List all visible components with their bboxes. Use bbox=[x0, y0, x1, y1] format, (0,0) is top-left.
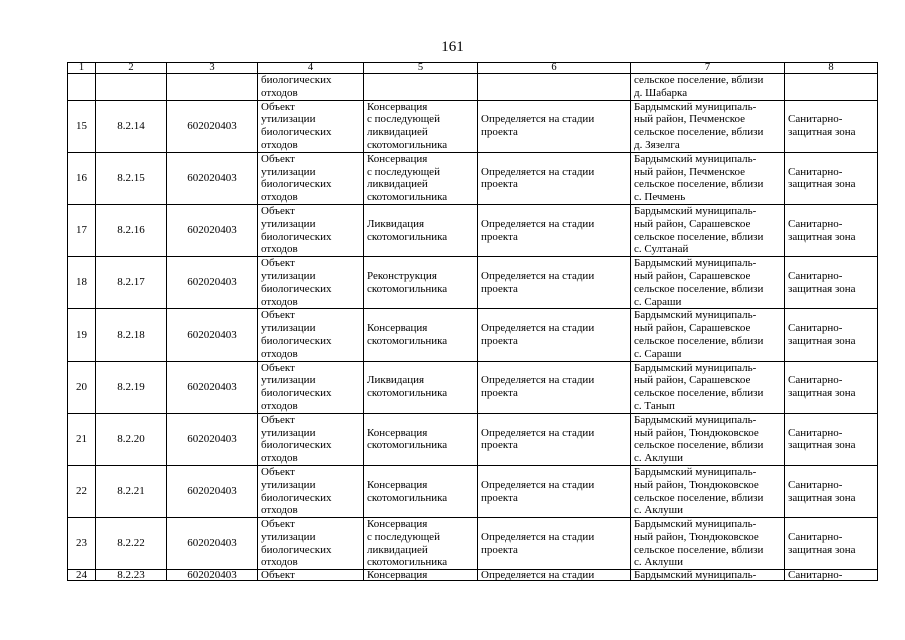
cell-zone: Санитарно- защитная зона bbox=[785, 204, 878, 256]
cell-param: Определяется на стадии проекта bbox=[478, 204, 631, 256]
cell-zone bbox=[785, 74, 878, 101]
cell-id: 602020403 bbox=[167, 257, 258, 309]
cell-id: 602020403 bbox=[167, 518, 258, 570]
cell-object: Объект утилизации биологических отходов bbox=[258, 413, 364, 465]
cell-id: 602020403 bbox=[167, 465, 258, 517]
cell-id: 602020403 bbox=[167, 204, 258, 256]
cell-object: Объект утилизации биологических отходов bbox=[258, 100, 364, 152]
cell-object: Объект утилизации биологических отходов bbox=[258, 204, 364, 256]
cell-location: Бардымский муниципаль- ный район, Сарашевское сельское поселение, вблизи с. Сараши bbox=[631, 309, 785, 361]
cell-id: 602020403 bbox=[167, 152, 258, 204]
page-number: 161 bbox=[441, 39, 464, 55]
cell-no bbox=[68, 74, 96, 101]
cell-param: Определяется на стадии проекта bbox=[478, 152, 631, 204]
header-cell: 3 bbox=[167, 63, 258, 74]
cell-id: 602020403 bbox=[167, 361, 258, 413]
cell-object: Объект утилизации биологических отходов bbox=[258, 152, 364, 204]
cell-zone: Санитарно- защитная зона bbox=[785, 465, 878, 517]
cell-no: 23 bbox=[68, 518, 96, 570]
cell-param bbox=[478, 74, 631, 101]
table-row bbox=[68, 518, 878, 570]
header-row bbox=[68, 63, 878, 74]
header-cell: 6 bbox=[478, 63, 631, 74]
cell-zone: Санитарно- защитная зона bbox=[785, 257, 878, 309]
cell-zone: Санитарно- защитная зона bbox=[785, 361, 878, 413]
cell-id: 602020403 bbox=[167, 413, 258, 465]
cell-location: сельское поселение, вблизи д. Шабарка bbox=[631, 74, 785, 101]
table-row bbox=[68, 204, 878, 256]
cell-id: 602020403 bbox=[167, 570, 258, 581]
cell-code: 8.2.15 bbox=[96, 152, 167, 204]
cell-action: Консервация скотомогильника bbox=[364, 465, 478, 517]
header-cell: 8 bbox=[785, 63, 878, 74]
cell-zone: Санитарно- защитная зона bbox=[785, 152, 878, 204]
cell-no: 24 bbox=[68, 570, 96, 581]
cell-location: Бардымский муниципаль- ный район, Печменское сельское поселение, вблизи с. Печмень bbox=[631, 152, 785, 204]
cell-no: 16 bbox=[68, 152, 96, 204]
cell-object: Объект утилизации биологических отходов bbox=[258, 257, 364, 309]
header-cell: 7 bbox=[631, 63, 785, 74]
cell-no: 22 bbox=[68, 465, 96, 517]
cell-location: Бардымский муниципаль- ный район, Тюндюковское сельское поселение, вблизи с. Аклуши bbox=[631, 518, 785, 570]
cell-param: Определяется на стадии проекта bbox=[478, 361, 631, 413]
cell-action: Ликвидация скотомогильника bbox=[364, 204, 478, 256]
cell-action: Реконструкция скотомогильника bbox=[364, 257, 478, 309]
cell-action: Консервация скотомогильника bbox=[364, 309, 478, 361]
cell-no: 20 bbox=[68, 361, 96, 413]
cell-zone: Санитарно- защитная зона bbox=[785, 100, 878, 152]
cell-location: Бардымский муниципаль- bbox=[631, 570, 785, 581]
cell-param: Определяется на стадии проекта bbox=[478, 100, 631, 152]
cell-object: биологических отходов bbox=[258, 74, 364, 101]
cell-param: Определяется на стадии проекта bbox=[478, 413, 631, 465]
cell-action: Консервация bbox=[364, 570, 478, 581]
cell-action: Консервация скотомогильника bbox=[364, 413, 478, 465]
cell-no: 19 bbox=[68, 309, 96, 361]
cell-zone: Санитарно- bbox=[785, 570, 878, 581]
register-table bbox=[67, 62, 878, 581]
cell-code: 8.2.18 bbox=[96, 309, 167, 361]
cell-no: 21 bbox=[68, 413, 96, 465]
cell-location: Бардымский муниципаль- ный район, Сарашевское сельское поселение, вблизи с. Танып bbox=[631, 361, 785, 413]
table-row bbox=[68, 257, 878, 309]
table-row bbox=[68, 465, 878, 517]
cell-no: 15 bbox=[68, 100, 96, 152]
cell-code: 8.2.17 bbox=[96, 257, 167, 309]
cell-no: 18 bbox=[68, 257, 96, 309]
cell-id bbox=[167, 74, 258, 101]
cell-object: Объект утилизации биологических отходов bbox=[258, 518, 364, 570]
cell-param: Определяется на стадии bbox=[478, 570, 631, 581]
header-cell: 4 bbox=[258, 63, 364, 74]
cell-location: Бардымский муниципаль- ный район, Печменское сельское поселение, вблизи д. Зязелга bbox=[631, 100, 785, 152]
cell-object: Объект bbox=[258, 570, 364, 581]
cell-id: 602020403 bbox=[167, 100, 258, 152]
cell-code: 8.2.19 bbox=[96, 361, 167, 413]
cell-code: 8.2.22 bbox=[96, 518, 167, 570]
cell-code bbox=[96, 74, 167, 101]
cell-object: Объект утилизации биологических отходов bbox=[258, 465, 364, 517]
cell-zone: Санитарно- защитная зона bbox=[785, 413, 878, 465]
cell-zone: Санитарно- защитная зона bbox=[785, 518, 878, 570]
cell-id: 602020403 bbox=[167, 309, 258, 361]
table-row-partial bbox=[68, 570, 878, 581]
cell-param: Определяется на стадии проекта bbox=[478, 518, 631, 570]
cell-action: Ликвидация скотомогильника bbox=[364, 361, 478, 413]
cell-action bbox=[364, 74, 478, 101]
cell-no: 17 bbox=[68, 204, 96, 256]
cell-code: 8.2.21 bbox=[96, 465, 167, 517]
table-row bbox=[68, 361, 878, 413]
header-cell: 5 bbox=[364, 63, 478, 74]
cell-code: 8.2.14 bbox=[96, 100, 167, 152]
cell-object: Объект утилизации биологических отходов bbox=[258, 309, 364, 361]
table-row bbox=[68, 152, 878, 204]
cell-location: Бардымский муниципаль- ный район, Сарашевское сельское поселение, вблизи с. Султанай bbox=[631, 204, 785, 256]
cell-object: Объект утилизации биологических отходов bbox=[258, 361, 364, 413]
cell-action: Консервация с последующей ликвидацией скотомогильника bbox=[364, 100, 478, 152]
table-row bbox=[68, 413, 878, 465]
cell-location: Бардымский муниципаль- ный район, Тюндюковское сельское поселение, вблизи с. Аклуши bbox=[631, 413, 785, 465]
continuation-row bbox=[68, 74, 878, 101]
cell-param: Определяется на стадии проекта bbox=[478, 257, 631, 309]
cell-location: Бардымский муниципаль- ный район, Сарашевское сельское поселение, вблизи с. Сараши bbox=[631, 257, 785, 309]
header-cell: 1 bbox=[68, 63, 96, 74]
cell-zone: Санитарно- защитная зона bbox=[785, 309, 878, 361]
cell-code: 8.2.23 bbox=[96, 570, 167, 581]
cell-location: Бардымский муниципаль- ный район, Тюндюковское сельское поселение, вблизи с. Аклуши bbox=[631, 465, 785, 517]
cell-action: Консервация с последующей ликвидацией скотомогильника bbox=[364, 518, 478, 570]
cell-code: 8.2.20 bbox=[96, 413, 167, 465]
cell-param: Определяется на стадии проекта bbox=[478, 309, 631, 361]
cell-action: Консервация с последующей ликвидацией скотомогильника bbox=[364, 152, 478, 204]
table-row bbox=[68, 309, 878, 361]
cell-code: 8.2.16 bbox=[96, 204, 167, 256]
header-cell: 2 bbox=[96, 63, 167, 74]
table-row bbox=[68, 100, 878, 152]
cell-param: Определяется на стадии проекта bbox=[478, 465, 631, 517]
